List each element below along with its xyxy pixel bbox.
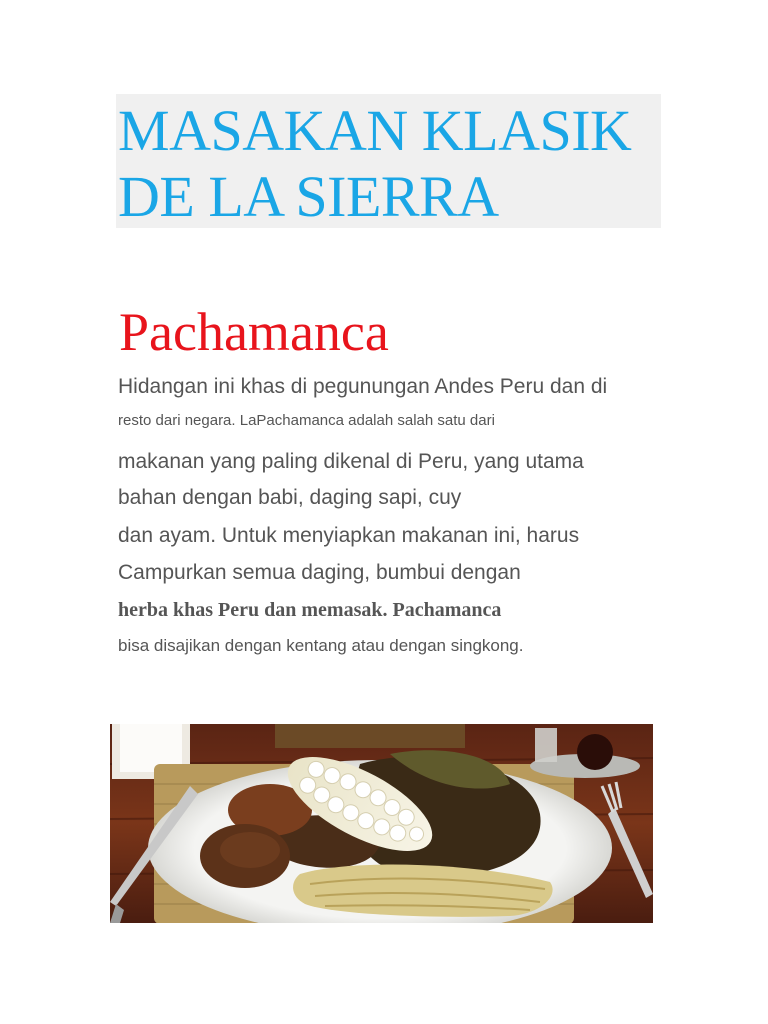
body-line-3: makanan yang paling dikenal di Peru, yang utama — [118, 450, 584, 473]
body-line-8: bisa disajikan dengan kentang atau dengan singkong. — [118, 636, 524, 655]
body-line-1: Hidangan ini khas di pegunungan Andes Peru dan di — [118, 375, 608, 398]
dish-heading: Pachamanca — [119, 302, 389, 362]
body-line-4: bahan dengan babi, daging sapi, cuy — [118, 486, 462, 509]
title-line-2: DE LA SIERRA — [118, 164, 499, 229]
body-line-7: herba khas Peru dan memasak. Pachamanca — [118, 599, 502, 621]
body-line-6: Campurkan semua daging, bumbui dengan — [118, 561, 521, 584]
body-line-2: resto dari negara. LaPachamanca adalah salah satu dari — [118, 412, 495, 429]
title-line-1: MASAKAN KLASIK — [118, 98, 632, 163]
body-line-5: dan ayam. Untuk menyiapkan makanan ini, harus — [118, 524, 580, 547]
pachamanca-photo — [110, 724, 653, 923]
